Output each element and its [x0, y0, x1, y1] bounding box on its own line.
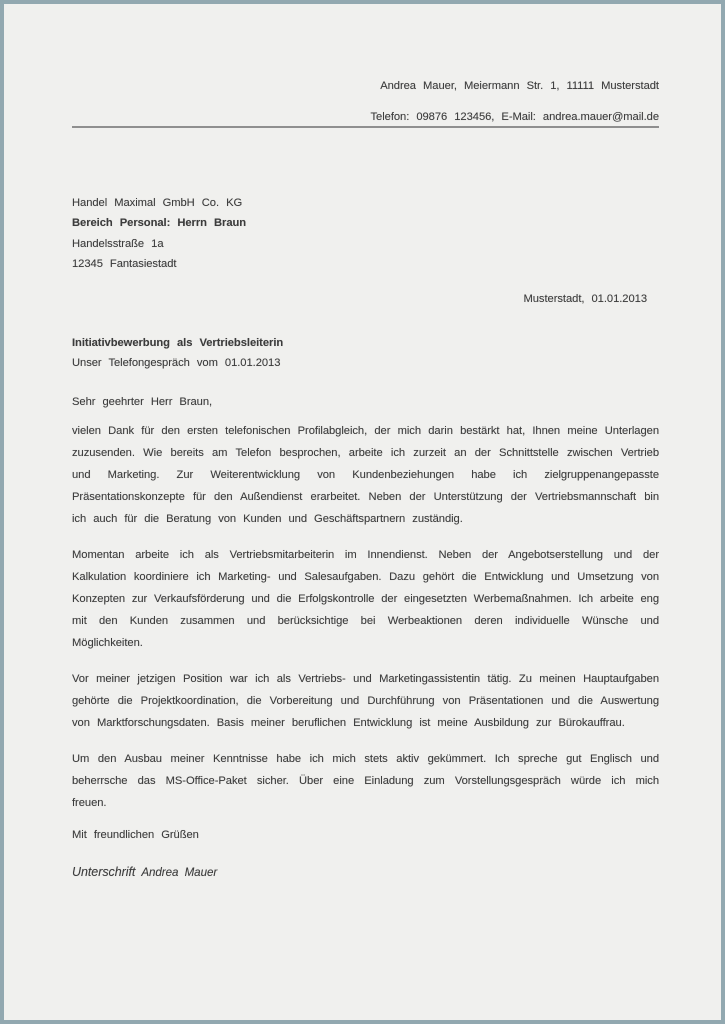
- subject-reference: Unser Telefongespräch vom 01.01.2013: [72, 357, 281, 370]
- paragraph-line: vielen Dank für den ersten telefonischen Profilabgleich, der mich darin bestärkt hat, Ihnen meine Unterlagen: [72, 425, 659, 438]
- date-line: Musterstadt, 01.01.2013: [523, 293, 647, 306]
- signature-name: Andrea Mauer: [141, 866, 218, 880]
- paragraph-line: Momentan arbeite ich als Vertriebsmitarbeiterin im Innendienst. Neben der Angebotserstellung und der: [72, 549, 659, 562]
- paragraph-line: ich auch für die Beratung von Kunden und Geschäftspartnern zuständig.: [72, 513, 463, 526]
- paragraph-line: Kalkulation koordiniere ich Marketing- und Salesaufgaben. Dazu gehört die Entwicklung und Umsetzung von: [72, 571, 659, 584]
- paragraph-line: zuzusenden. Wie bereits am Telefon besprochen, arbeite ich zurzeit an der Schnittstelle zwischen Vertrieb: [72, 447, 659, 460]
- paragraph-line: freuen.: [72, 797, 107, 810]
- paragraph: [72, 544, 659, 654]
- sender-address-line: Andrea Mauer, Meiermann Str. 1, 11111 Musterstadt: [380, 80, 659, 92]
- letter-body: [72, 420, 659, 814]
- paragraph-line: und Marketing. Zur Weiterentwicklung von Kundenbeziehungen habe ich zielgruppenangepasste: [72, 469, 659, 482]
- paragraph-line: Präsentationskonzepte für den Außendienst erarbeitet. Neben der Unterstützung der Vertriebsmannschaft bin: [72, 491, 659, 504]
- paragraph-line: gehörte die Projektkoordination, die Vorbereitung und Durchführung von Präsentationen und die Auswertung: [72, 695, 659, 708]
- sender-contact-line: Telefon: 09876 123456, E-Mail: andrea.mauer@mail.de: [370, 111, 659, 123]
- subject-block: [72, 333, 659, 373]
- recipient-company: Handel Maximal GmbH Co. KG: [72, 197, 243, 209]
- recipient-city: 12345 Fantasiestadt: [72, 257, 177, 270]
- paragraph-line: mit den Kunden zusammen und berücksichtige bei Werbeaktionen deren individuelle Wünsche und: [72, 615, 659, 628]
- recipient-block: [72, 193, 659, 274]
- paragraph-line: Um den Ausbau meiner Kenntnisse habe ich mich stets aktiv gekümmert. Ich spreche gut Englisch und: [72, 753, 659, 766]
- sender-block: [72, 79, 659, 128]
- paragraph-line: Konzepten zur Verkaufsförderung und die Erfolgskontrolle der eingesetzten Werbemaßnahmen. Ich arbeite eng: [72, 593, 659, 606]
- closing-phrase: Mit freundlichen Grüßen: [72, 829, 199, 842]
- recipient-street: Handelsstraße 1a: [72, 237, 164, 250]
- signature-prefix: Unterschrift: [72, 865, 136, 880]
- subject-title: Initiativbewerbung als Vertriebsleiterin: [72, 337, 284, 350]
- paragraph: [72, 748, 659, 814]
- letter-content: [72, 8, 659, 881]
- paragraph-line: beherrsche das MS-Office-Paket sicher. Über eine Einladung zum Vorstellungsgespräch würde ich mich: [72, 775, 659, 788]
- signature-line: [72, 864, 659, 881]
- paragraph-line: Möglichkeiten.: [72, 637, 143, 650]
- paragraph-line: von Marktforschungsdaten. Basis meiner beruflichen Entwicklung ist meine Ausbildung zur Bürokauffrau.: [72, 717, 625, 730]
- paragraph: [72, 668, 659, 734]
- salutation: Sehr geehrter Herr Braun,: [72, 396, 213, 409]
- recipient-contact-person: Bereich Personal: Herrn Braun: [72, 217, 247, 230]
- paragraph: [72, 420, 659, 530]
- paragraph-line: Vor meiner jetzigen Position war ich als Vertriebs- und Marketingassistentin tätig. Zu meinen Hauptaufgaben: [72, 673, 659, 686]
